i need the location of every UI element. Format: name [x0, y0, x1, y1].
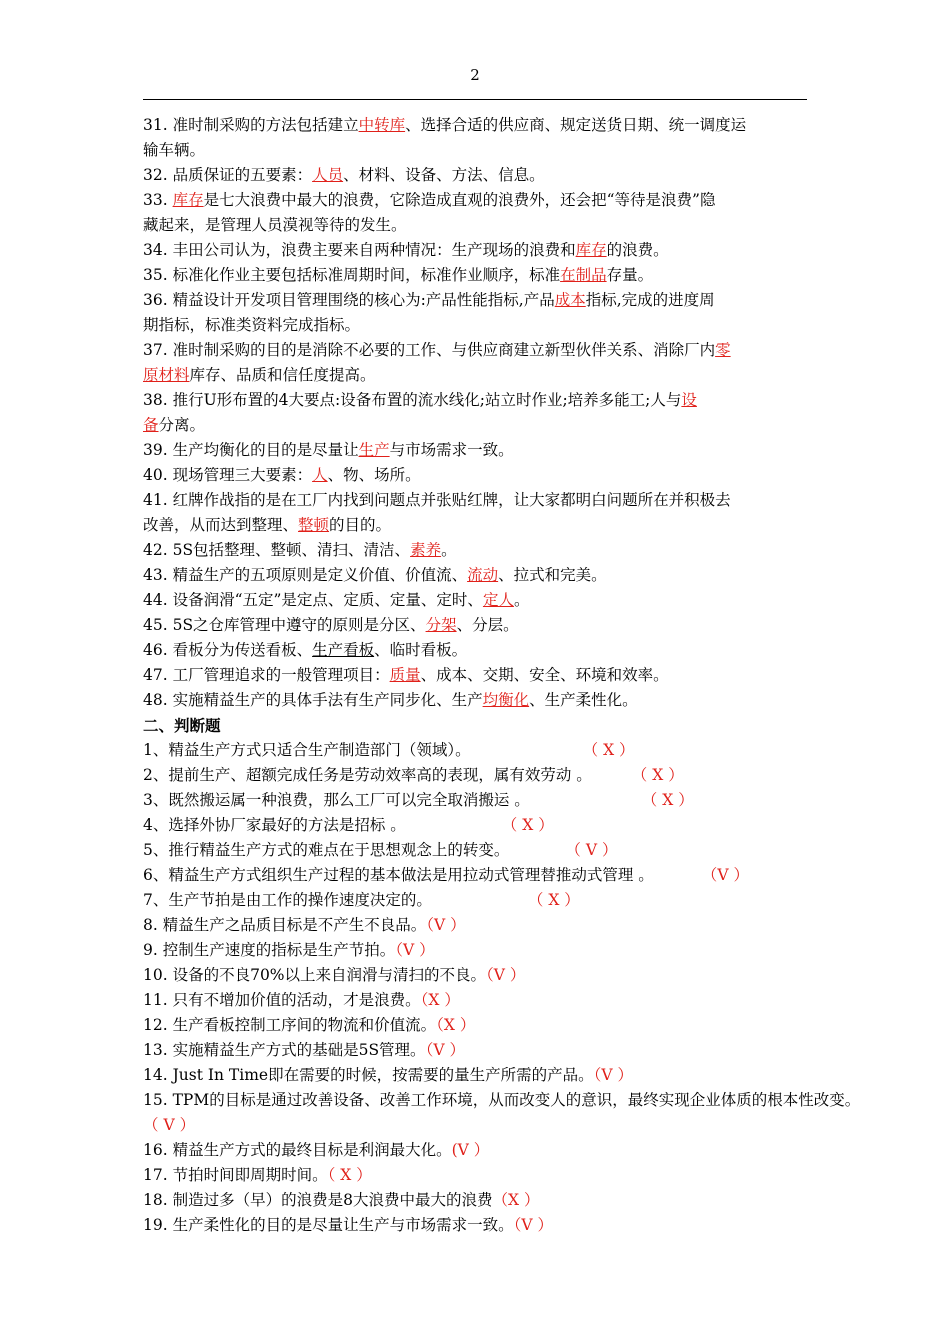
answer-blank: 备	[143, 416, 159, 434]
answer-mark: V	[433, 1041, 445, 1059]
answer-bracket-open: （	[327, 1166, 341, 1184]
question-line	[143, 338, 943, 363]
judgment-line	[143, 1213, 943, 1238]
question-line	[143, 688, 943, 713]
statement-text: 8. 精益生产之品质目标是不产生不良品。	[143, 916, 427, 934]
answer-bracket-open: （	[593, 1066, 602, 1084]
answer-mark: V	[457, 1141, 469, 1159]
answer-blank: 零	[715, 341, 731, 359]
judgment-line	[143, 1138, 943, 1163]
answer-mark: V	[601, 1066, 613, 1084]
judgment-line	[143, 1013, 943, 1038]
answer-bracket-open: （	[143, 1116, 164, 1134]
judgment-line	[143, 1063, 943, 1088]
answer-mark: X	[522, 816, 534, 834]
answer-mark: X	[443, 1016, 455, 1034]
question-text: 39. 生产均衡化的目的是尽量让	[143, 441, 359, 459]
answer-blank: 生产看板	[312, 641, 375, 659]
answer-blank: 质量	[389, 666, 421, 684]
answer-bracket-open: （	[641, 791, 663, 809]
question-text: 31. 准时制采购的方法包括建立	[143, 116, 359, 134]
statement-text: 6、精益生产方式组织生产过程的基本做法是用拉动式管理替推动式管理 。	[143, 866, 654, 884]
answer-bracket-open: （	[582, 741, 604, 759]
question-text: 32. 品质保证的五要素：	[143, 166, 313, 184]
question-line	[143, 488, 943, 513]
question-text: 存量。	[606, 266, 654, 284]
judgment-line	[143, 1038, 943, 1063]
question-text: 、成本、交期、安全、环境和效率。	[420, 666, 669, 684]
question-line	[143, 563, 943, 588]
answer-bracket-open: （	[513, 1216, 522, 1234]
judgment-line	[143, 913, 943, 938]
answer-bracket-close: ）	[663, 766, 684, 784]
answer-blank: 整顿	[298, 516, 330, 534]
answer-blank: 定人	[482, 591, 514, 609]
header-rule	[143, 99, 807, 100]
question-line	[143, 463, 943, 488]
answer-bracket-open: (	[451, 1141, 458, 1159]
answer-bracket-close: ）	[174, 1116, 196, 1134]
question-text: 40. 现场管理三大要素：	[143, 466, 313, 484]
answer-bracket-close: ）	[351, 1166, 372, 1184]
answer-blank: 设	[681, 391, 697, 409]
answer-bracket-close: ）	[597, 841, 618, 859]
question-line	[143, 438, 943, 463]
question-line	[143, 513, 943, 538]
question-text: 48. 实施精益生产的具体手法有生产同步化、生产	[143, 691, 483, 709]
answer-bracket-close: ）	[505, 966, 526, 984]
statement-text: 5、推行精益生产方式的难点在于思想观念上的转变。	[143, 841, 510, 859]
statement-text: 16. 精益生产方式的最终目标是利润最大化。	[143, 1141, 452, 1159]
answer-blank: 中转库	[358, 116, 406, 134]
statement-text: 19. 生产柔性化的目的是尽量让生产与市场需求一致。	[143, 1216, 514, 1234]
answer-bracket-open: （	[565, 841, 586, 859]
answer-blank: 原材料	[143, 366, 190, 384]
answer-bracket-close: ）	[445, 916, 466, 934]
answer-bracket-open: （	[527, 891, 549, 909]
statement-text: 11. 只有不增加价值的活动，才是浪费。	[143, 991, 421, 1009]
question-text: 改善，从而达到整理、	[143, 516, 299, 534]
question-line	[143, 213, 943, 238]
question-text: 、生产柔性化。	[529, 691, 638, 709]
statement-text: 13. 实施精益生产方式的基础是5S管理。	[143, 1041, 426, 1059]
question-line	[143, 638, 943, 663]
question-line	[143, 388, 943, 413]
answer-bracket-open: （	[492, 1191, 508, 1209]
statement-text: 17. 节拍时间即周期时间。	[143, 1166, 328, 1184]
judgment-line	[143, 1188, 943, 1213]
answer-blank: 生产	[358, 441, 390, 459]
answer-bracket-close: ）	[454, 1016, 476, 1034]
answer-mark: X	[603, 741, 615, 759]
question-text: 的目的。	[329, 516, 392, 534]
answer-blank: 流动	[467, 566, 499, 584]
question-text: 43. 精益生产的五项原则是定义价值、价值流、	[143, 566, 468, 584]
question-line	[143, 288, 943, 313]
answer-mark: X	[507, 1191, 520, 1209]
answer-blank: 均衡化	[482, 691, 530, 709]
statement-text: 7、生产节拍是由工作的操作速度决定的。	[143, 891, 432, 909]
statement-text: 2、提前生产、超额完成任务是劳动效率高的表现，属有效劳动 。	[143, 766, 592, 784]
question-line	[143, 613, 943, 638]
answer-mark: X	[548, 891, 560, 909]
question-text: 35. 标准化作业主要包括标准周期时间，标准作业顺序，标准	[143, 266, 561, 284]
question-line	[143, 188, 943, 213]
answer-bracket-open: （	[631, 766, 653, 784]
statement-text: 3、既然搬运属一种浪费，那么工厂可以完全取消搬运 。	[143, 791, 530, 809]
statement-text: 15. TPM的目标是通过改善设备、改善工作环境，从而改变人的意识，最终实现企业体质的根本性改变。	[143, 1091, 861, 1109]
question-text: 38. 推行U形布置的4大要点:设备布置的流水线化;站立时作业;培养多能工;人与	[143, 391, 682, 409]
question-line	[143, 588, 943, 613]
judgment-line	[143, 1163, 943, 1188]
question-text: 是七大浪费中最大的浪费，它除造成直观的浪费外，还会把“等待是浪费”隐	[203, 191, 716, 209]
answer-bracket-close: ）	[468, 1141, 490, 1159]
question-text: 与市场需求一致。	[389, 441, 514, 459]
question-text: 47. 工厂管理追求的一般管理项目：	[143, 666, 390, 684]
question-text: 33.	[143, 191, 173, 209]
question-text: 44. 设备润滑“五定”是定点、定质、定量、定时、	[143, 591, 483, 609]
statement-text: 10. 设备的不良70%以上来自润滑与清扫的不良。	[143, 966, 487, 984]
judgment-line	[143, 1113, 943, 1138]
answer-bracket-open: （	[395, 941, 403, 959]
statement-text: 4、选择外协厂家最好的方法是招标 。	[143, 816, 406, 834]
question-line	[143, 663, 943, 688]
answer-blank: 人	[312, 466, 328, 484]
question-text: 34. 丰田公司认为，浪费主要来自两种情况：生产现场的浪费和	[143, 241, 576, 259]
judgment-line	[143, 1088, 943, 1113]
answer-bracket-close: ）	[673, 791, 694, 809]
true-false-questions	[143, 738, 943, 1238]
answer-bracket-close: ）	[533, 816, 554, 834]
question-text: 37. 准时制采购的目的是消除不必要的工作、与供应商建立新型伙伴关系、消除厂内	[143, 341, 716, 359]
answer-blank: 人员	[312, 166, 344, 184]
answer-bracket-open: （	[420, 991, 429, 1009]
answer-blank: 库存	[172, 191, 204, 209]
statement-text: 1、精益生产方式只适合生产制造部门（领域）。	[143, 741, 471, 759]
question-line	[143, 413, 943, 438]
question-line	[143, 263, 943, 288]
statement-text: 9. 控制生产速度的指标是生产节拍。	[143, 941, 396, 959]
answer-mark: V	[585, 841, 598, 859]
question-text: 、选择合适的供应商、规定送货日期、统一调度运	[405, 116, 747, 134]
question-line	[143, 113, 943, 138]
answer-bracket-close: ）	[519, 1191, 540, 1209]
question-text: 、材料、设备、方法、信息。	[343, 166, 545, 184]
page-number: 2	[470, 66, 480, 84]
answer-bracket-open: （	[436, 1016, 444, 1034]
answer-bracket-close: ）	[612, 1066, 633, 1084]
judgment-line	[143, 963, 943, 988]
question-line	[143, 238, 943, 263]
answer-mark: V	[493, 966, 505, 984]
judgment-line	[143, 813, 943, 838]
document-body	[143, 113, 943, 1238]
judgment-line	[143, 738, 943, 763]
question-text: 36. 精益设计开发项目管理围绕的核心为:产品性能指标,产品	[143, 291, 555, 309]
judgment-line	[143, 763, 943, 788]
answer-mark: V	[163, 1116, 175, 1134]
answer-mark: V	[717, 866, 729, 884]
answer-blank: 成本	[554, 291, 586, 309]
question-line	[143, 363, 943, 388]
question-text: 库存、品质和信任度提高。	[189, 366, 376, 384]
answer-mark: V	[521, 1216, 533, 1234]
question-line	[143, 313, 943, 338]
question-text: 藏起来，是管理人员漠视等待的发生。	[143, 216, 407, 234]
answer-bracket-close: ）	[439, 991, 460, 1009]
answer-bracket-open: （	[425, 1041, 434, 1059]
answer-blank: 在制品	[560, 266, 607, 284]
answer-mark: X	[428, 991, 440, 1009]
question-text: 指标,完成的进度周	[585, 291, 715, 309]
answer-mark: V	[433, 916, 446, 934]
question-text: 42. 5S包括整理、整顿、清扫、清洁、	[143, 541, 411, 559]
judgment-line	[143, 863, 943, 888]
answer-bracket-close: ）	[444, 1041, 465, 1059]
question-text: 分离。	[158, 416, 206, 434]
answer-bracket-close: ）	[414, 941, 435, 959]
question-line	[143, 163, 943, 188]
judgment-line	[143, 788, 943, 813]
judgment-line	[143, 888, 943, 913]
answer-bracket-close: ）	[559, 891, 580, 909]
answer-mark: X	[652, 766, 664, 784]
question-line	[143, 538, 943, 563]
question-text: 的浪费。	[606, 241, 669, 259]
answer-blank: 素养	[410, 541, 442, 559]
question-text: 、分层。	[456, 616, 519, 634]
question-text: 、临时看板。	[374, 641, 468, 659]
question-text: 输车辆。	[143, 141, 206, 159]
question-text: 。	[441, 541, 457, 559]
answer-blank: 分架	[425, 616, 457, 634]
judgment-line	[143, 838, 943, 863]
answer-bracket-open: （	[701, 866, 718, 884]
question-text: 、拉式和完美。	[498, 566, 607, 584]
answer-bracket-open: （	[501, 816, 523, 834]
question-text: 。	[513, 591, 530, 609]
fill-blank-questions	[143, 113, 943, 713]
question-line	[143, 138, 943, 163]
question-text: 45. 5S之仓库管理中遵守的原则是分区、	[143, 616, 426, 634]
statement-text: 12. 生产看板控制工序间的物流和价值流。	[143, 1016, 437, 1034]
judgment-line	[143, 988, 943, 1013]
statement-text: 18. 制造过多（早）的浪费是8大浪费中最大的浪费	[143, 1191, 493, 1209]
question-text: 46. 看板分为传送看板、	[143, 641, 313, 659]
statement-text: 14. Just In Time即在需要的时候，按需要的量生产所需的产品。	[143, 1066, 594, 1084]
question-text: 41. 红牌作战指的是在工厂内找到问题点并张贴红牌，让大家都明白问题所在并积极去	[143, 491, 731, 509]
answer-bracket-open: （	[486, 966, 494, 984]
answer-blank: 库存	[575, 241, 607, 259]
judgment-line	[143, 938, 943, 963]
answer-bracket-close: ）	[532, 1216, 553, 1234]
answer-mark: V	[402, 941, 415, 959]
answer-bracket-close: ）	[728, 866, 749, 884]
answer-mark: X	[340, 1166, 352, 1184]
question-text: 期指标，标准类资料完成指标。	[143, 316, 361, 334]
answer-mark: X	[662, 791, 674, 809]
section-title: 二、判断题	[143, 716, 221, 735]
answer-bracket-close: ）	[614, 741, 635, 759]
question-text: 、物、场所。	[327, 466, 421, 484]
answer-bracket-open: （	[426, 916, 434, 934]
